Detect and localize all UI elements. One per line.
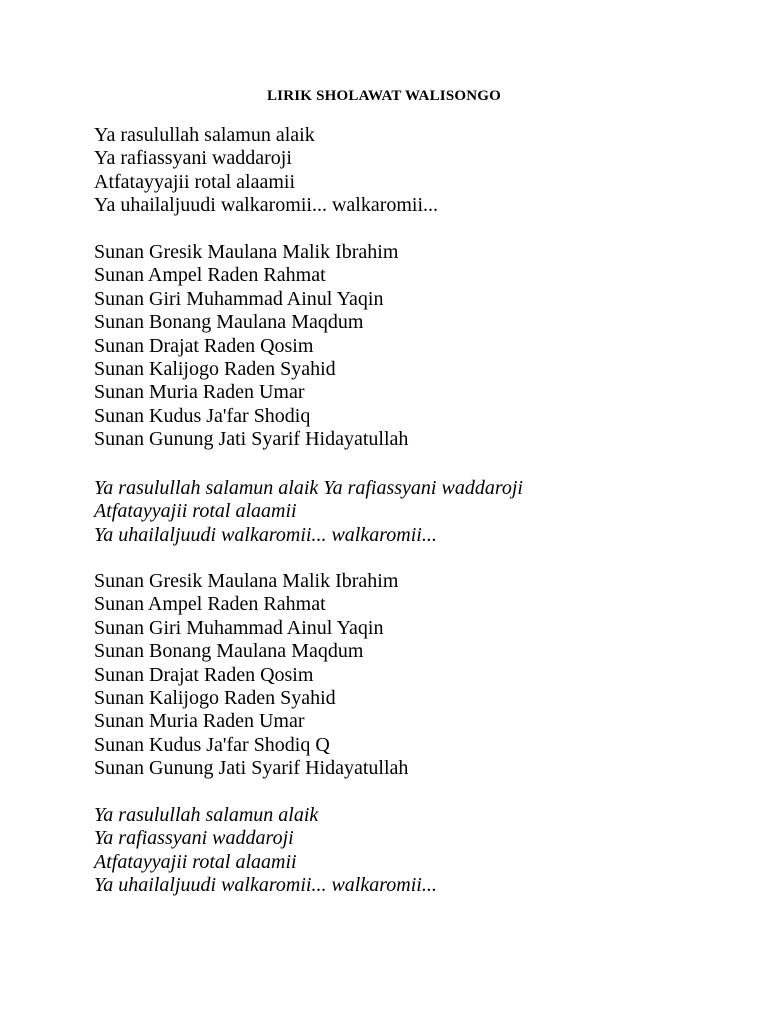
lyric-line: Sunan Gresik Maulana Malik Ibrahim <box>94 241 399 263</box>
lyric-line: Sunan Gunung Jati Syarif Hidayatullah <box>94 757 409 780</box>
stanza-2 <box>94 241 408 452</box>
lyric-line: Sunan Giri Muhammad Ainul Yaqin <box>94 287 384 310</box>
lyric-line: Ya rafiassyani waddaroji <box>94 827 294 850</box>
stanza-1 <box>94 124 438 218</box>
lyric-line: Ya uhailaljuudi walkaromii... walkaromii... <box>94 194 439 217</box>
page-title: LIRIK SHOLAWAT WALISONGO <box>266 88 502 104</box>
lyric-line: Sunan Muria Raden Umar <box>94 710 305 733</box>
stanza-3 <box>94 477 523 547</box>
lyric-line: Sunan Kalijogo Raden Syahid <box>94 687 336 710</box>
stanza-5 <box>94 804 437 898</box>
lyric-line: Atfatayyajii rotal alaamii <box>94 500 297 523</box>
lyric-line: Sunan Drajat Raden Qosim <box>94 334 314 357</box>
stanza-4 <box>94 570 408 781</box>
lyric-line: Sunan Gunung Jati Syarif Hidayatullah <box>94 428 409 451</box>
lyric-line: Ya uhailaljuudi walkaromii... walkaromii... <box>94 874 437 897</box>
lyric-line: Ya rasulullah salamun alaik <box>94 804 319 826</box>
lyric-line: Ya uhailaljuudi walkaromii... walkaromii... <box>94 523 437 546</box>
lyric-line: Ya rasulullah salamun alaik Ya rafiassyani waddaroji <box>94 477 523 499</box>
lyric-line: Ya rasulullah salamun alaik <box>94 124 315 146</box>
lyric-line: Atfatayyajii rotal alaamii <box>94 170 296 193</box>
lyric-line: Atfatayyajii rotal alaamii <box>94 850 297 873</box>
lyric-line: Sunan Kalijogo Raden Syahid <box>94 358 336 381</box>
lyric-line: Sunan Bonang Maulana Maqdum <box>94 311 364 334</box>
lyric-line: Ya rafiassyani waddaroji <box>94 147 292 170</box>
lyric-line: Sunan Bonang Maulana Maqdum <box>94 640 364 663</box>
lyric-line: Sunan Ampel Raden Rahmat <box>94 593 326 616</box>
lyric-line: Sunan Ampel Raden Rahmat <box>94 264 326 287</box>
lyric-line: Sunan Drajat Raden Qosim <box>94 663 314 686</box>
lyric-line: Sunan Gresik Maulana Malik Ibrahim <box>94 570 399 592</box>
lyric-line: Sunan Kudus Ja'far Shodiq Q <box>94 733 330 756</box>
lyric-line: Sunan Muria Raden Umar <box>94 381 305 404</box>
lyric-line: Sunan Kudus Ja'far Shodiq <box>94 404 311 427</box>
lyric-line: Sunan Giri Muhammad Ainul Yaqin <box>94 616 384 639</box>
